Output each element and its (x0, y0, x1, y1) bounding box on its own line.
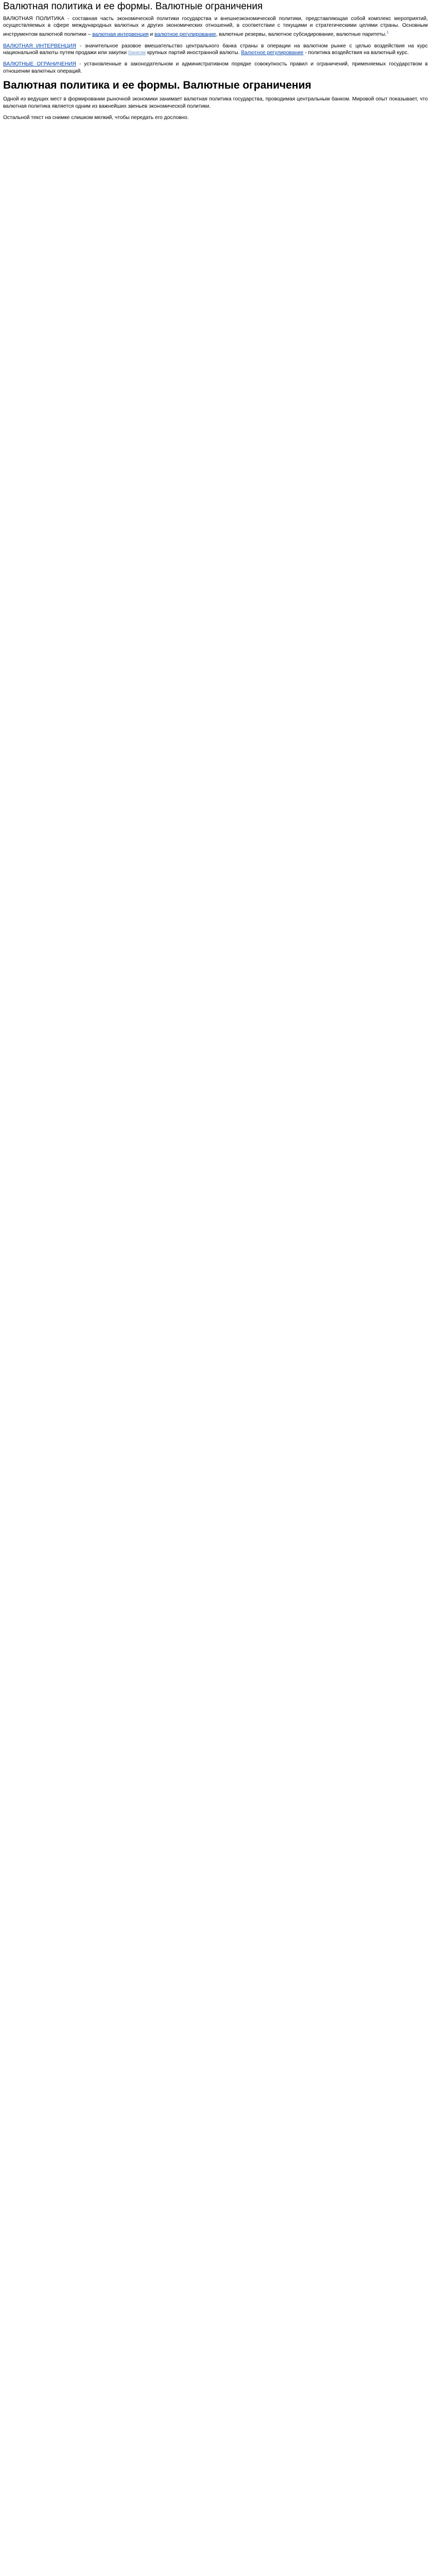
omitted-text-note: Остальной текст на снимке слишком мелкий, чтобы передать его дословно. (3, 115, 189, 121)
link-valyutnoe-regulirovanie-2[interactable]: Валютное регулирование (241, 50, 304, 56)
main-heading: Валютная политика и ее формы. Валютные ограничения (3, 79, 311, 92)
intro-paragraph: ВАЛЮТНАЯ ПОЛИТИКА - составная часть экономической политики государства и внешнеэкономической политики, представляющая собой комплекс мероприятий, осуществляемых в сфере международных валютных и других экономических отношений, в соответствии с текущими и стратегическими целями страны. Основным инструментом валютной политики – валютная интервенция и валютное регулирование, валютные резервы, валютное субсидирование, валютные паритеты.$^1$ (3, 16, 428, 38)
link-interventsiya-term[interactable]: ВАЛЮТНАЯ ИНТЕРВЕНЦИЯ (3, 43, 76, 49)
document-page (0, 1, 430, 121)
document-title: Валютная политика и ее формы. Валютные ограничения (3, 1, 263, 12)
paragraph-interventsiya: ВАЛЮТНАЯ ИНТЕРВЕНЦИЯ - значительное разовое вмешательство центрального банка страны в операции на валютном рынке с целью воздействия на курс национальной валюты путем продажи или закупки банком крупных партий иностранной валюты. Валютное регулирование - политика воздействия на валютный курс. (3, 43, 428, 56)
link-bankom[interactable]: банком (128, 50, 146, 56)
paragraph-ogranicheniya: ВАЛЮТНЫЕ ОГРАНИЧЕНИЯ - установленные в законодательном и административном порядке совокупность правил и ограничений, применяемых государством в отношении валютных операций. (3, 61, 428, 74)
link-valyutnaya-interventsiya[interactable]: валютная интервенция (92, 31, 149, 38)
term-valyutnaya-politika: ВАЛЮТНАЯ ПОЛИТИКА (3, 16, 65, 22)
body-paragraph-1: Одной из ведущих мест в формировании рыночной экономики занимает валютная политика государства, проводимая центральным банком. Мировой опыт показывает, что валютная политика является одним из важнейших звеньев экономической политики. (3, 96, 428, 109)
link-valyutnoe-regulirovanie[interactable]: валютное регулирование (154, 31, 216, 38)
footnote-marker[interactable]: 1 (386, 30, 389, 35)
link-valyutnye-ogranicheniya[interactable]: ВАЛЮТНЫЕ ОГРАНИЧЕНИЯ (3, 61, 76, 67)
